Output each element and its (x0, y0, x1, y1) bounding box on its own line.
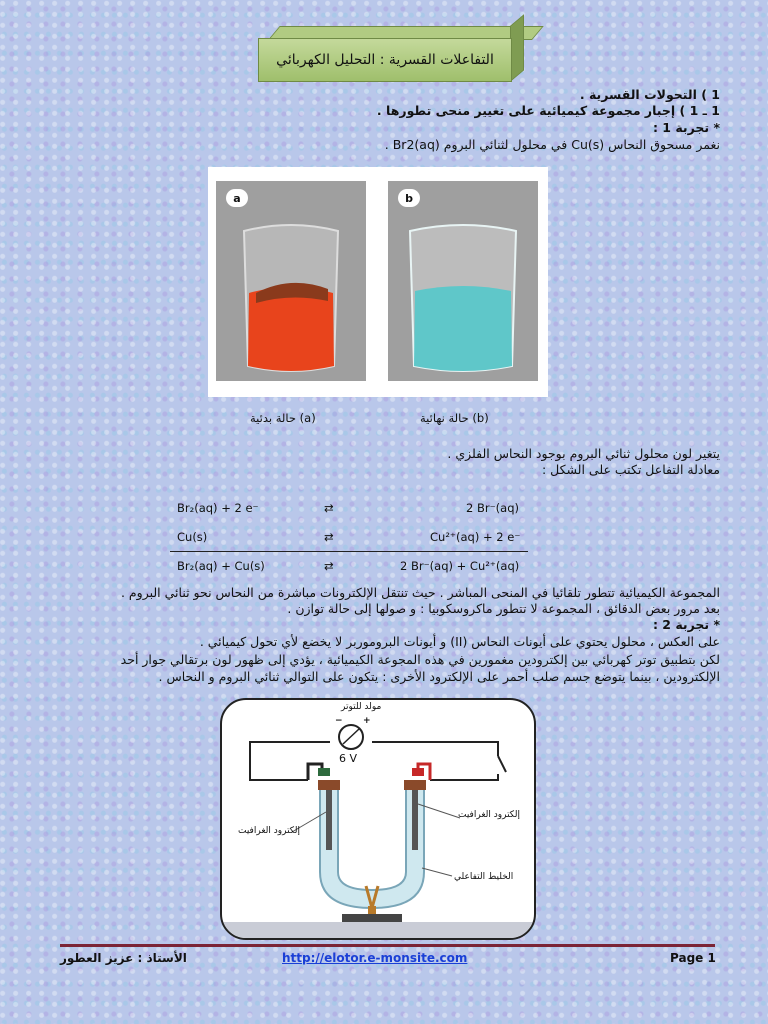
experiment2-line1: على العكس ، محلول يحتوي على أيونات النحاس (II) و أيونات البروموربر لا يخضع لأي تحول كيميائي . (199, 634, 720, 649)
experiment2-line3: الإلكترودين ، بينما يتوضع جسم صلب أحمر على الإلكترود الأخرى : يتكون على التوالي ثنائي البروم و النحاس . (158, 669, 720, 684)
beaker-initial (216, 181, 366, 381)
beaker-panel-final (388, 181, 538, 381)
teacher-name: الأستاذ : عزيز العطور (60, 951, 187, 965)
paragraph1-line1: المجموعة الكيميائية تتطور تلقائيا في المنحى المباشر . حيث تنتقل الإلكترونات مباشرة من النحاس نحو ثنائي البروم . (120, 585, 720, 600)
observation-line1: يتغير لون محلول ثنائي البروم بوجود النحاس الفلزي . (447, 446, 720, 461)
equation1-right: 2 Br⁻(aq) (466, 501, 519, 515)
experiment2-title: * تجربة 2 : (652, 617, 720, 632)
electrode-right-label: إلكترود الغرافيت (458, 810, 521, 820)
voltage-label: 6 V (339, 752, 358, 765)
experiment1-title: * تجربة 1 : (652, 120, 720, 135)
equation2-arrow: ⇄ (324, 530, 334, 544)
electrode-left-label: إلكترود الغرافيت (238, 826, 301, 836)
page-title (258, 38, 512, 82)
paragraph1-line2: بعد مرور بعض الدقائق ، المجموعة لا تتطور ماكروسكوبيا : و صولها إلى حالة توازن . (287, 601, 720, 616)
beaker-panel-initial (216, 181, 366, 381)
label-a: a (226, 189, 248, 207)
caption-final: حالة نهائية (b) (420, 411, 489, 425)
page-number: Page 1 (670, 951, 716, 965)
equation2-left: Cu(s) (177, 530, 208, 544)
equation-divider (170, 551, 528, 552)
generator-label: مولد للتوتر (341, 702, 382, 712)
website-link[interactable]: http://elotor.e-monsite.com (282, 951, 468, 965)
page-title-text: التفاعلات القسرية : التحليل الكهربائي (276, 52, 494, 68)
equation3-left: Br₂(aq) + Cu(s) (177, 559, 265, 573)
generator-minus: − (335, 716, 343, 726)
equation2-right: Cu²⁺(aq) + 2 e⁻ (430, 530, 521, 544)
section-heading: 1 ) التحولات القسرية . (579, 87, 720, 102)
beakers-photo (208, 167, 548, 397)
equation3-right: 2 Br⁻(aq) + Cu²⁺(aq) (400, 559, 520, 573)
observation-line2: معادلة التفاعل تكتب على الشكل : (541, 462, 720, 477)
electrolysis-diagram (220, 698, 536, 940)
experiment1-text: نغمر مسحوق النحاس Cu(s) في محلول لثنائي البروم Br2(aq) . (384, 137, 720, 152)
footer-rule (60, 944, 715, 947)
equation1-left: Br₂(aq) + 2 e⁻ (177, 501, 259, 515)
generator-plus: + (363, 716, 371, 726)
caption-initial: حالة بدئية (a) (250, 411, 316, 425)
equation3-arrow: ⇄ (324, 559, 334, 573)
mixture-label: الخليط التفاعلي (454, 872, 514, 882)
title-box-side (510, 14, 524, 82)
experiment2-line2: لكن بتطبيق توتر كهربائي بين إلكترودين مغمورين في هذه المجوعة الكيميائية ، يؤدي إلى ظهور لون برتقالي جوار أحد (120, 652, 720, 667)
section-subheading: 1 ـ 1 ) إجبار مجموعة كيميائية على تغيير منحى تطورها . (376, 103, 720, 118)
label-b: b (398, 189, 420, 207)
equation1-arrow: ⇄ (324, 501, 334, 515)
beaker-final (388, 181, 538, 381)
